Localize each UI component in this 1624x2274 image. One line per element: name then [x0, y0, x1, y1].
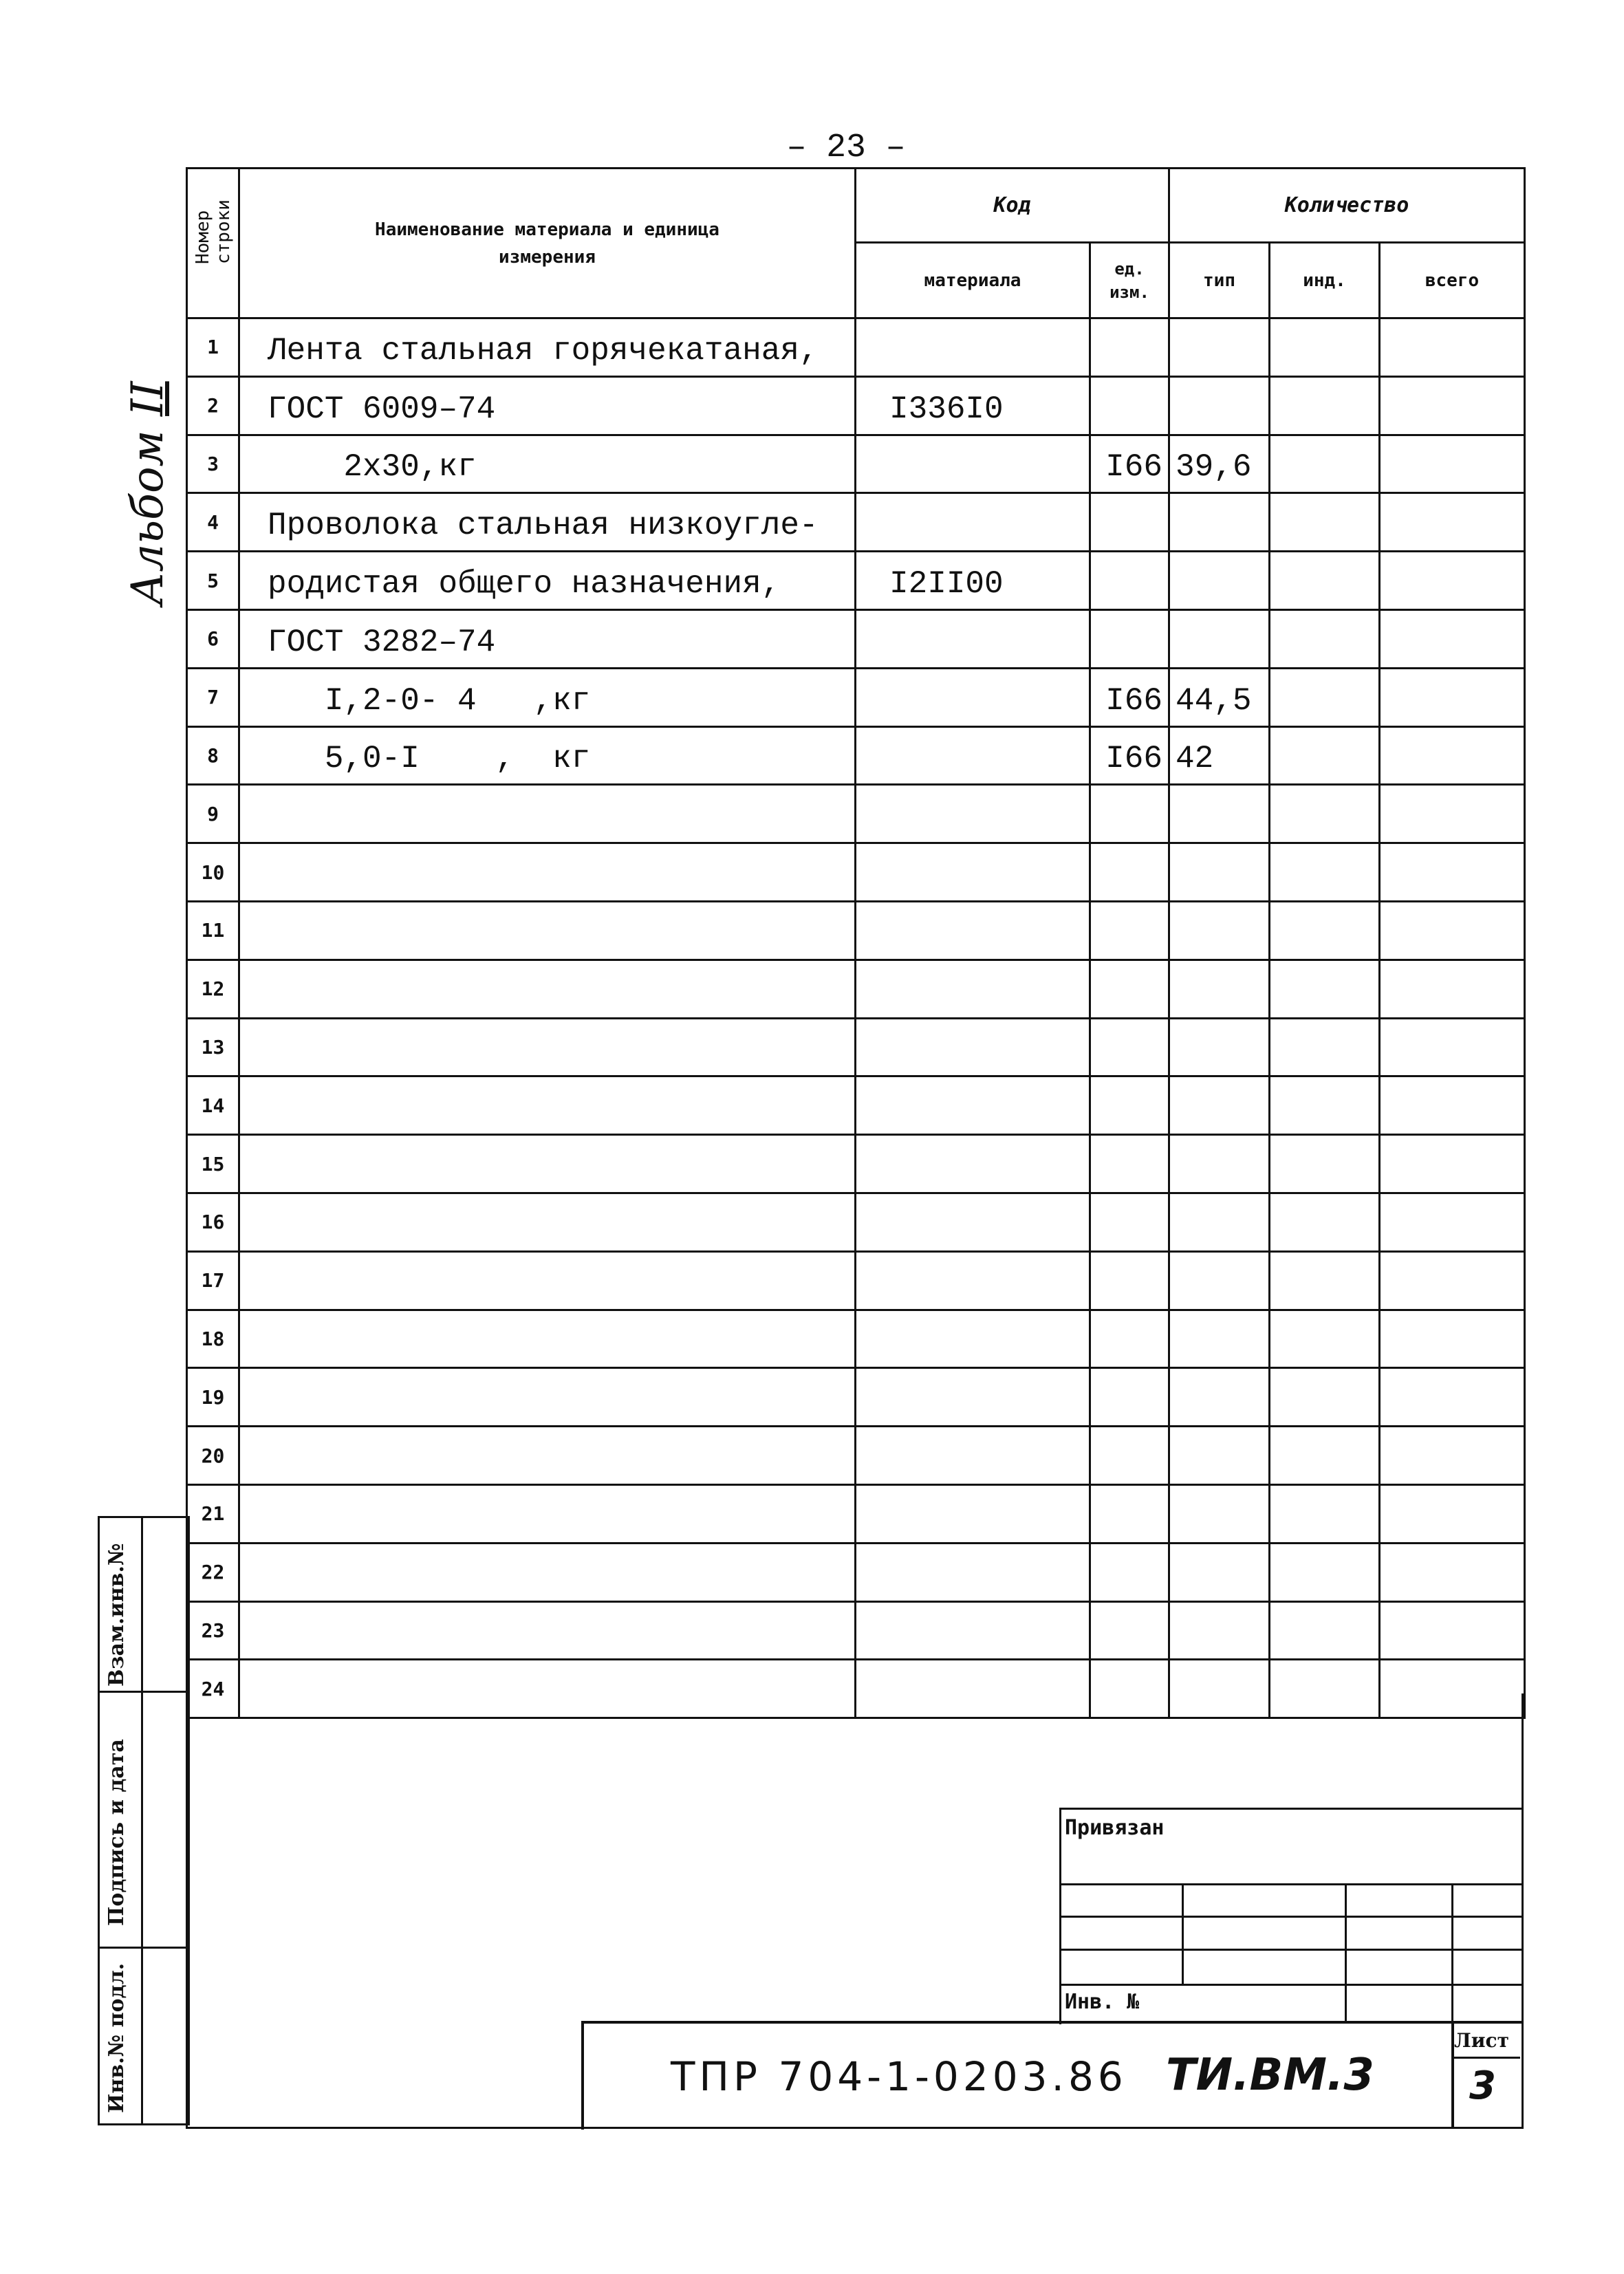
qty-total [1380, 843, 1525, 902]
table-row [187, 960, 1525, 1018]
unit-code [1090, 552, 1169, 610]
header-row-no [187, 169, 239, 318]
inv-no-label: Инв. № [1065, 1990, 1140, 2014]
row-number: 18 [187, 1310, 239, 1368]
row-number: 21 [187, 1484, 239, 1543]
qty-total [1380, 1135, 1525, 1193]
unit-code [1090, 1251, 1169, 1310]
side-stamp-hline-1 [98, 1691, 188, 1693]
material-name: Лента стальная горячекатаная, [239, 318, 856, 377]
qty-type: 39,6 [1169, 435, 1270, 493]
qty-ind [1270, 1310, 1380, 1368]
qty-type [1169, 1135, 1270, 1193]
row-number: 16 [187, 1193, 239, 1251]
linked-label: Привязан [1065, 1816, 1165, 1840]
unit-code [1090, 1427, 1169, 1485]
material-name: 2x30,кг [239, 435, 856, 493]
row-number: 3 [187, 435, 239, 493]
album-label-suffix: II [122, 381, 173, 416]
qty-type [1169, 1193, 1270, 1251]
table-row [187, 1310, 1525, 1368]
qty-total [1380, 552, 1525, 610]
page-number: – 23 – [786, 129, 906, 166]
qty-type [1169, 552, 1270, 610]
qty-type: 44,5 [1169, 668, 1270, 726]
qty-total [1380, 1368, 1525, 1427]
row-number: 9 [187, 785, 239, 843]
unit-code [1090, 1543, 1169, 1601]
unit-code [1090, 609, 1169, 668]
material-code [856, 493, 1090, 552]
material-name [239, 785, 856, 843]
qty-total [1380, 668, 1525, 726]
qty-ind [1270, 1368, 1380, 1427]
material-code [856, 901, 1090, 960]
qty-total [1380, 901, 1525, 960]
qty-type [1169, 785, 1270, 843]
side-stamp-inv-orig: Инв.№ подл. [105, 1962, 129, 2113]
qty-ind [1270, 493, 1380, 552]
material-code [856, 1601, 1090, 1660]
qty-total [1380, 318, 1525, 377]
table-row [187, 901, 1525, 960]
row-number: 24 [187, 1660, 239, 1718]
row-number: 12 [187, 960, 239, 1018]
qty-ind [1270, 1543, 1380, 1601]
unit-code [1090, 1076, 1169, 1135]
unit-code [1090, 1135, 1169, 1193]
unit-code [1090, 901, 1169, 960]
materials-table [186, 167, 1526, 1719]
qty-total [1380, 1543, 1525, 1601]
material-name: родистая общего назначения, [239, 552, 856, 610]
row-number: 10 [187, 843, 239, 902]
material-name: ГОСТ 3282–74 [239, 609, 856, 668]
material-code [856, 1076, 1090, 1135]
material-code [856, 1310, 1090, 1368]
material-name [239, 1484, 856, 1543]
material-code [856, 1018, 1090, 1076]
material-name [239, 1310, 856, 1368]
header-name [239, 169, 856, 318]
qty-total [1380, 960, 1525, 1018]
table-row [187, 1601, 1525, 1660]
sheet-hline [1451, 2057, 1520, 2059]
qty-type [1169, 493, 1270, 552]
qty-total [1380, 1193, 1525, 1251]
material-code [856, 1251, 1090, 1310]
row-number: 17 [187, 1251, 239, 1310]
side-stamp-divider [141, 1516, 143, 2123]
header-unit: ед. изм. [1090, 243, 1169, 318]
qty-total [1380, 435, 1525, 493]
material-code: I2II00 [856, 552, 1090, 610]
material-code [856, 668, 1090, 726]
header-row-no-label: Номер строки [192, 199, 234, 264]
side-stamp-sign-date: Подпись и дата [105, 1739, 129, 1926]
material-code [856, 1193, 1090, 1251]
unit-code [1090, 785, 1169, 843]
table-row [187, 609, 1525, 668]
album-label-prefix: Альбом [122, 415, 173, 605]
row-number: 8 [187, 726, 239, 785]
qty-type [1169, 1484, 1270, 1543]
qty-type [1169, 1368, 1270, 1427]
unit-code [1090, 1018, 1169, 1076]
qty-total [1380, 1251, 1525, 1310]
qty-ind [1270, 901, 1380, 960]
header-ind: инд. [1270, 243, 1380, 318]
material-name [239, 1368, 856, 1427]
material-code [856, 1135, 1090, 1193]
linked-vline-1 [1182, 1883, 1184, 1984]
row-number: 19 [187, 1368, 239, 1427]
material-code [856, 435, 1090, 493]
table-row [187, 1251, 1525, 1310]
qty-ind [1270, 1484, 1380, 1543]
unit-code: I66 [1090, 726, 1169, 785]
row-number: 1 [187, 318, 239, 377]
qty-ind [1270, 726, 1380, 785]
table-row [187, 318, 1525, 377]
qty-ind [1270, 376, 1380, 435]
material-name [239, 1601, 856, 1660]
row-number: 6 [187, 609, 239, 668]
qty-total [1380, 785, 1525, 843]
table-row [187, 1427, 1525, 1485]
qty-ind [1270, 785, 1380, 843]
header-total: всего [1380, 243, 1525, 318]
row-number: 22 [187, 1543, 239, 1601]
unit-code: I66 [1090, 668, 1169, 726]
material-name [239, 1251, 856, 1310]
table-row [187, 1135, 1525, 1193]
material-code [856, 1427, 1090, 1485]
qty-type [1169, 1543, 1270, 1601]
table-row [187, 1018, 1525, 1076]
material-code [856, 960, 1090, 1018]
material-name [239, 1018, 856, 1076]
material-name [239, 1076, 856, 1135]
table-row [187, 1484, 1525, 1543]
material-name [239, 1135, 856, 1193]
qty-type [1169, 960, 1270, 1018]
qty-total [1380, 1310, 1525, 1368]
material-name [239, 1193, 856, 1251]
qty-ind [1270, 1135, 1380, 1193]
qty-total [1380, 726, 1525, 785]
material-name [239, 1543, 856, 1601]
qty-type [1169, 1018, 1270, 1076]
row-number: 14 [187, 1076, 239, 1135]
material-name: Проволока стальная низкоугле- [239, 493, 856, 552]
qty-type [1169, 609, 1270, 668]
material-name: ГОСТ 6009–74 [239, 376, 856, 435]
table-row [187, 552, 1525, 610]
qty-type [1169, 376, 1270, 435]
qty-type [1169, 1251, 1270, 1310]
unit-code [1090, 1310, 1169, 1368]
row-number: 7 [187, 668, 239, 726]
table-row [187, 726, 1525, 785]
qty-type [1169, 843, 1270, 902]
material-code [856, 843, 1090, 902]
table-header [187, 169, 1525, 318]
unit-code [1090, 1484, 1169, 1543]
row-number: 4 [187, 493, 239, 552]
table-row [187, 785, 1525, 843]
qty-total [1380, 1018, 1525, 1076]
table-row [187, 435, 1525, 493]
header-qty-group: Количество [1169, 169, 1525, 243]
doc-code: ТПР 704-1-0203.86 [671, 2053, 1127, 2100]
header-name-label: Наименование материала и единица измерения [375, 219, 719, 268]
row-number: 2 [187, 376, 239, 435]
table-row [187, 493, 1525, 552]
qty-type [1169, 1076, 1270, 1135]
qty-total [1380, 609, 1525, 668]
qty-total [1380, 1484, 1525, 1543]
table-row [187, 1193, 1525, 1251]
material-code: I336I0 [856, 376, 1090, 435]
material-code [856, 1543, 1090, 1601]
unit-code [1090, 960, 1169, 1018]
qty-total [1380, 376, 1525, 435]
qty-ind [1270, 318, 1380, 377]
qty-ind [1270, 1018, 1380, 1076]
qty-type [1169, 1601, 1270, 1660]
qty-ind [1270, 960, 1380, 1018]
doc-mark: ТИ.ВМ.3 [1166, 2050, 1374, 2101]
qty-total [1380, 1076, 1525, 1135]
material-name: I,2-0- 4 ,кг [239, 668, 856, 726]
qty-type [1169, 1310, 1270, 1368]
material-code [856, 609, 1090, 668]
qty-ind [1270, 1427, 1380, 1485]
qty-ind [1270, 1251, 1380, 1310]
qty-ind [1270, 1193, 1380, 1251]
unit-code [1090, 493, 1169, 552]
qty-ind [1270, 552, 1380, 610]
material-code [856, 318, 1090, 377]
qty-type [1169, 318, 1270, 377]
unit-code: I66 [1090, 435, 1169, 493]
material-name [239, 960, 856, 1018]
header-code-group: Код [856, 169, 1169, 243]
sheet-number: 3 [1469, 2064, 1496, 2108]
material-name: 5,0-I , кг [239, 726, 856, 785]
row-number: 15 [187, 1135, 239, 1193]
unit-code [1090, 376, 1169, 435]
qty-total [1380, 1601, 1525, 1660]
material-name [239, 843, 856, 902]
qty-ind [1270, 1601, 1380, 1660]
sheet-label: Лист [1454, 2029, 1509, 2052]
header-type: тип [1169, 243, 1270, 318]
qty-ind [1270, 609, 1380, 668]
unit-code [1090, 1193, 1169, 1251]
row-number: 20 [187, 1427, 239, 1485]
table-row [187, 1543, 1525, 1601]
row-number: 5 [187, 552, 239, 610]
header-material: материала [856, 243, 1090, 318]
table-row [187, 843, 1525, 902]
qty-total [1380, 1427, 1525, 1485]
side-stamp-replace-inv: Взам.инв.№ [105, 1543, 129, 1687]
material-code [856, 726, 1090, 785]
unit-code [1090, 318, 1169, 377]
unit-code [1090, 1601, 1169, 1660]
qty-ind [1270, 668, 1380, 726]
qty-type: 42 [1169, 726, 1270, 785]
material-code [856, 1368, 1090, 1427]
qty-total [1380, 493, 1525, 552]
qty-ind [1270, 1076, 1380, 1135]
material-name [239, 901, 856, 960]
table-row [187, 376, 1525, 435]
material-code [856, 1484, 1090, 1543]
material-code [856, 785, 1090, 843]
table-row [187, 1368, 1525, 1427]
row-number: 13 [187, 1018, 239, 1076]
linked-vline-2 [1345, 1883, 1347, 2022]
side-stamp-hline-2 [98, 1947, 188, 1949]
qty-type [1169, 901, 1270, 960]
row-number: 11 [187, 901, 239, 960]
unit-code [1090, 1368, 1169, 1427]
material-name [239, 1427, 856, 1485]
qty-ind [1270, 435, 1380, 493]
table-row [187, 1076, 1525, 1135]
table-body [187, 318, 1525, 1718]
album-label [122, 381, 173, 605]
unit-code [1090, 843, 1169, 902]
qty-ind [1270, 843, 1380, 902]
row-number: 23 [187, 1601, 239, 1660]
linked-vline-3 [1451, 1883, 1453, 2022]
table-row [187, 668, 1525, 726]
qty-type [1169, 1427, 1270, 1485]
